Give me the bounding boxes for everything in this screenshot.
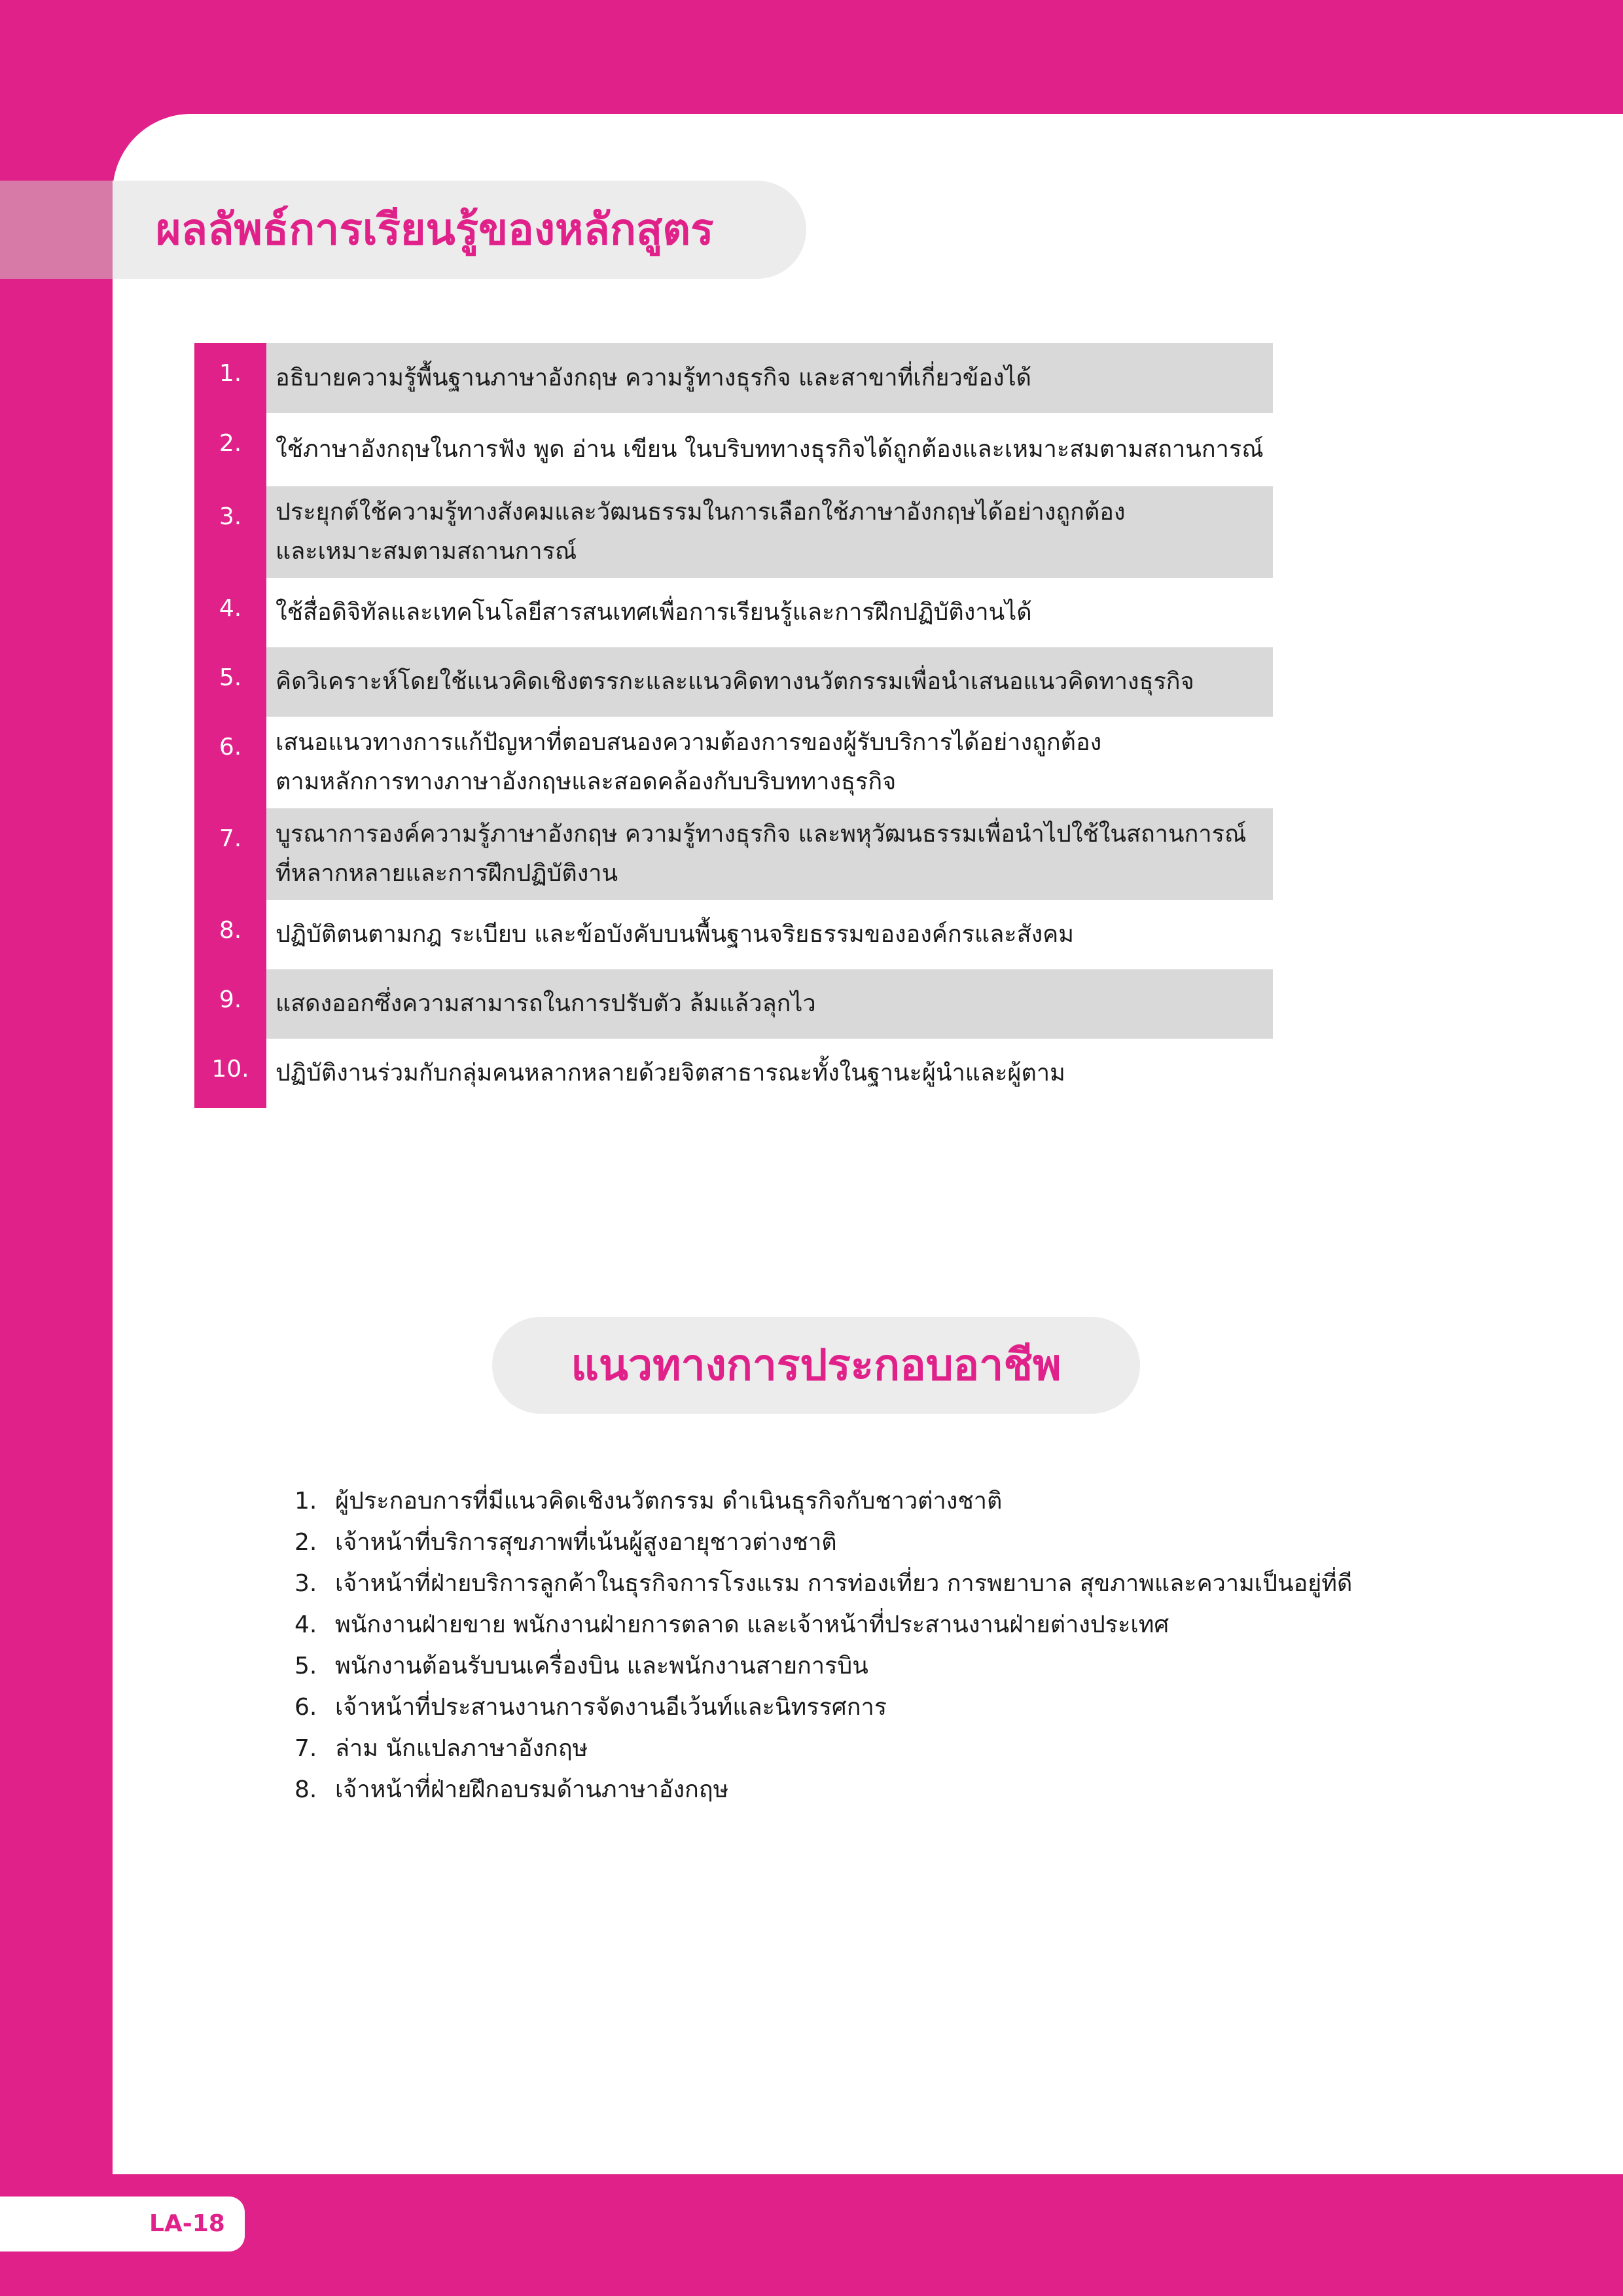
career-text: ล่าม นักแปลภาษาอังกฤษ	[335, 1735, 588, 1762]
career-text: พนักงานฝ่ายขาย พนักงานฝ่ายการตลาด และเจ้าหน้าที่ประสานงานฝ่ายต่างประเทศ	[335, 1611, 1169, 1638]
outcome-line: อธิบายความรู้พื้นฐานภาษาอังกฤษ ความรู้ทางธุรกิจ และสาขาที่เกี่ยวข้องได้	[276, 364, 1032, 391]
outcome-line: ใช้ภาษาอังกฤษในการฟัง พูด อ่าน เขียน ในบริบททางธุรกิจได้ถูกต้องและเหมาะสมตามสถานการณ์	[276, 436, 1264, 463]
career-text: เจ้าหน้าที่ประสานงานการจัดงานอีเว้นท์และนิทรรศการ	[335, 1694, 887, 1721]
outcome-text	[266, 413, 1273, 486]
outcome-number: 7.	[194, 808, 266, 900]
outcome-number: 8.	[194, 900, 266, 969]
outcome-text	[266, 900, 1273, 969]
outcome-row	[194, 900, 1273, 969]
career-item	[294, 1480, 1352, 1522]
outcome-text	[266, 647, 1273, 717]
learning-outcomes-list	[194, 343, 1273, 1108]
outcome-line: ที่หลากหลายและการฝึกปฏิบัติงาน	[276, 860, 618, 887]
outcome-row	[194, 486, 1273, 578]
career-item	[294, 1769, 1352, 1810]
outcome-line: และเหมาะสมตามสถานการณ์	[276, 538, 577, 565]
page-number-tab	[0, 2197, 245, 2251]
careers-title: แนวทางการประกอบอาชีพ	[492, 1317, 1140, 1414]
career-item	[294, 1645, 1352, 1687]
outcome-text	[266, 808, 1273, 900]
outcome-line: ปฏิบัติงานร่วมกับกลุ่มคนหลากหลายด้วยจิตสาธารณะทั้งในฐานะผู้นำและผู้ตาม	[276, 1060, 1065, 1086]
outcome-number: 10.	[194, 1039, 266, 1108]
career-text: เจ้าหน้าที่บริการสุขภาพที่เน้นผู้สูงอายุชาวต่างชาติ	[335, 1529, 837, 1556]
career-text: เจ้าหน้าที่ฝ่ายฝึกอบรมด้านภาษาอังกฤษ	[335, 1776, 729, 1803]
career-number: 1.	[294, 1488, 317, 1515]
career-number: 8.	[294, 1776, 317, 1803]
outcome-line: บูรณาการองค์ความรู้ภาษาอังกฤษ ความรู้ทางธุรกิจ และพหุวัฒนธรรมเพื่อนำไปใช้ในสถานการณ์	[276, 821, 1247, 848]
outcome-text	[266, 1039, 1273, 1108]
outcome-text	[266, 717, 1273, 808]
page-number: LA-18	[149, 2210, 225, 2237]
outcome-row	[194, 413, 1273, 486]
careers-list	[294, 1480, 1352, 1810]
outcome-line: ปฏิบัติตนตามกฎ ระเบียบ และข้อบังคับบนพื้นฐานจริยธรรมขององค์กรและสังคม	[276, 921, 1074, 948]
outcome-row	[194, 717, 1273, 808]
career-text: ผู้ประกอบการที่มีแนวคิดเชิงนวัตกรรม ดำเนินธุรกิจกับชาวต่างชาติ	[335, 1488, 1003, 1515]
outcome-number: 3.	[194, 486, 266, 578]
career-item	[294, 1522, 1352, 1563]
outcome-text	[266, 969, 1273, 1039]
outcome-row	[194, 1039, 1273, 1108]
outcome-line: คิดวิเคราะห์โดยใช้แนวคิดเชิงตรรกะและแนวคิดทางนวัตกรรมเพื่อนำเสนอแนวคิดทางธุรกิจ	[276, 668, 1194, 695]
outcome-text	[266, 343, 1273, 413]
outcome-row	[194, 969, 1273, 1039]
outcome-line: แสดงออกซึ่งความสามารถในการปรับตัว ล้มแล้วลุกไว	[276, 990, 816, 1017]
outcome-row	[194, 578, 1273, 647]
career-number: 3.	[294, 1570, 317, 1597]
outcome-text	[266, 486, 1273, 578]
outcome-line: ตามหลักการทางภาษาอังกฤษและสอดคล้องกับบริบททางธุรกิจ	[276, 768, 897, 795]
career-number: 2.	[294, 1529, 317, 1556]
career-number: 4.	[294, 1611, 317, 1638]
career-number: 7.	[294, 1735, 317, 1762]
outcome-row	[194, 808, 1273, 900]
career-item	[294, 1728, 1352, 1769]
title-accent-band	[0, 181, 118, 279]
outcome-row	[194, 343, 1273, 413]
career-item	[294, 1563, 1352, 1604]
outcomes-title: ผลลัพธ์การเรียนรู้ของหลักสูตร	[156, 204, 714, 255]
career-text: เจ้าหน้าที่ฝ่ายบริการลูกค้าในธุรกิจการโรงแรม การท่องเที่ยว การพยาบาล สุขภาพและความเป็นอยู่ที่ดี	[335, 1570, 1353, 1597]
outcome-line: เสนอแนวทางการแก้ปัญหาที่ตอบสนองความต้องการของผู้รับบริการได้อย่างถูกต้อง	[276, 729, 1102, 756]
outcomes-title-pill	[113, 181, 806, 279]
outcome-line: ใช้สื่อดิจิทัลและเทคโนโลยีสารสนเทศเพื่อการเรียนรู้และการฝึกปฏิบัติงานได้	[276, 599, 1032, 626]
career-text: พนักงานต้อนรับบนเครื่องบิน และพนักงานสายการบิน	[335, 1653, 868, 1679]
outcome-number: 9.	[194, 969, 266, 1039]
outcome-number: 2.	[194, 413, 266, 486]
outcome-number: 4.	[194, 578, 266, 647]
career-number: 5.	[294, 1653, 317, 1679]
career-item	[294, 1687, 1352, 1728]
outcome-text	[266, 578, 1273, 647]
career-number: 6.	[294, 1694, 317, 1721]
outcome-number: 6.	[194, 717, 266, 808]
career-item	[294, 1604, 1352, 1645]
outcome-number: 5.	[194, 647, 266, 717]
outcome-number: 1.	[194, 343, 266, 413]
outcome-line: ประยุกต์ใช้ความรู้ทางสังคมและวัฒนธรรมในการเลือกใช้ภาษาอังกฤษได้อย่างถูกต้อง	[276, 499, 1126, 526]
outcome-row	[194, 647, 1273, 717]
